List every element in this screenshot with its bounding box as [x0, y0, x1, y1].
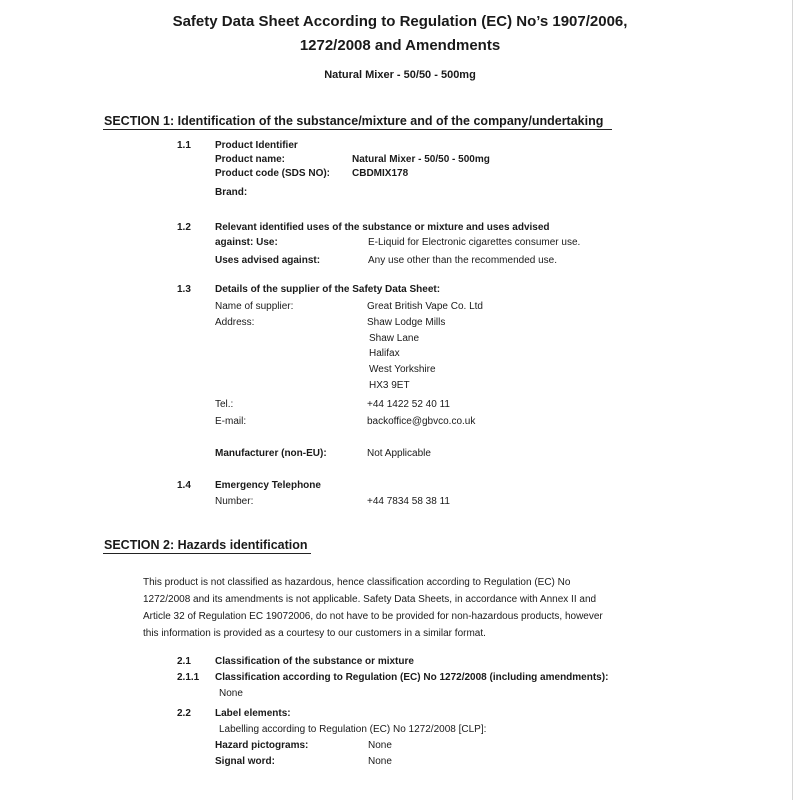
emergency-number-label: Number:	[215, 496, 254, 507]
product-name-label: Product name:	[215, 154, 286, 165]
signal-word-label: Signal word:	[215, 756, 275, 767]
paragraph-line: 1272/2008 and its amendments is not applicable. Safety Data Sheets, in accordance with Annex II and	[143, 594, 597, 605]
manufacturer-label: Manufacturer (non-EU):	[215, 448, 327, 459]
signal-word-value: None	[368, 756, 392, 767]
section-1-2-number: 1.2	[177, 222, 191, 233]
paragraph-line: Article 32 of Regulation EC 19072006, do not have to be provided for non-hazardous products, however	[143, 611, 603, 622]
paragraph-line: This product is not classified as hazardous, hence classification according to Regulation (EC) No	[143, 577, 571, 588]
classification-value: None	[219, 688, 243, 699]
product-identifier-title: Product Identifier	[215, 140, 298, 151]
address-line: HX3 9ET	[369, 380, 410, 391]
tel-value: +44 1422 52 40 11	[367, 399, 450, 410]
labelling-regulation-text: Labelling according to Regulation (EC) No 1272/2008 [CLP]:	[219, 724, 487, 735]
address-line: Shaw Lodge Mills	[367, 317, 446, 328]
tel-label: Tel.:	[215, 399, 234, 410]
document-title-line-1: Safety Data Sheet According to Regulation (EC) No’s 1907/2006,	[172, 13, 628, 30]
page-edge-divider	[792, 0, 793, 800]
supplier-name-label: Name of supplier:	[215, 301, 294, 312]
section-1-4-number: 1.4	[177, 480, 191, 491]
document-title-line-2: 1272/2008 and Amendments	[299, 37, 501, 54]
section-2-rule	[103, 553, 311, 554]
hazard-intro-paragraph	[143, 574, 643, 642]
hazard-pictograms-value: None	[368, 740, 392, 751]
manufacturer-value: Not Applicable	[367, 448, 431, 459]
product-code-label: Product code (SDS NO):	[215, 168, 331, 179]
product-name-value: Natural Mixer - 50/50 - 500mg	[352, 154, 490, 165]
product-code-value: CBDMIX178	[352, 168, 409, 179]
emergency-telephone-title: Emergency Telephone	[215, 480, 321, 491]
brand-label: Brand:	[215, 187, 248, 198]
emergency-number-value: +44 7834 58 38 11	[367, 496, 450, 507]
section-1-1-number: 1.1	[177, 140, 191, 151]
address-line: Halifax	[369, 348, 400, 359]
relevant-uses-title: Relevant identified uses of the substance or mixture and uses advised	[215, 222, 550, 233]
use-label: against: Use:	[215, 237, 278, 248]
section-2-2-number: 2.2	[177, 708, 191, 719]
hazard-pictograms-label: Hazard pictograms:	[215, 740, 309, 751]
product-heading: Natural Mixer - 50/50 - 500mg	[324, 69, 476, 81]
classification-regulation-title: Classification according to Regulation (EC) No 1272/2008 (including amendments):	[215, 672, 609, 683]
email-value: backoffice@gbvco.co.uk	[367, 416, 476, 427]
email-label: E-mail:	[215, 416, 247, 427]
supplier-name-value: Great British Vape Co. Ltd	[367, 301, 483, 312]
paragraph-line: this information is provided as a courtesy to our customers in a similar format.	[143, 628, 486, 639]
section-1-3-number: 1.3	[177, 284, 191, 295]
address-line: Shaw Lane	[369, 333, 420, 344]
address-label: Address:	[215, 317, 255, 328]
section-1-heading: SECTION 1: Identification of the substance/mixture and of the company/undertaking	[104, 114, 604, 128]
uses-advised-against-value: Any use other than the recommended use.	[368, 255, 558, 266]
address-line: West Yorkshire	[369, 364, 436, 375]
section-2-heading: SECTION 2: Hazards identification	[104, 538, 308, 552]
supplier-details-title: Details of the supplier of the Safety Data Sheet:	[215, 284, 441, 295]
section-2-1-number: 2.1	[177, 656, 191, 667]
classification-title: Classification of the substance or mixture	[215, 656, 414, 667]
use-value: E-Liquid for Electronic cigarettes consumer use.	[368, 237, 581, 248]
uses-advised-against-label: Uses advised against:	[215, 255, 321, 266]
label-elements-title: Label elements:	[215, 708, 291, 719]
section-2-1-1-number: 2.1.1	[177, 672, 200, 683]
section-1-rule	[103, 129, 612, 130]
